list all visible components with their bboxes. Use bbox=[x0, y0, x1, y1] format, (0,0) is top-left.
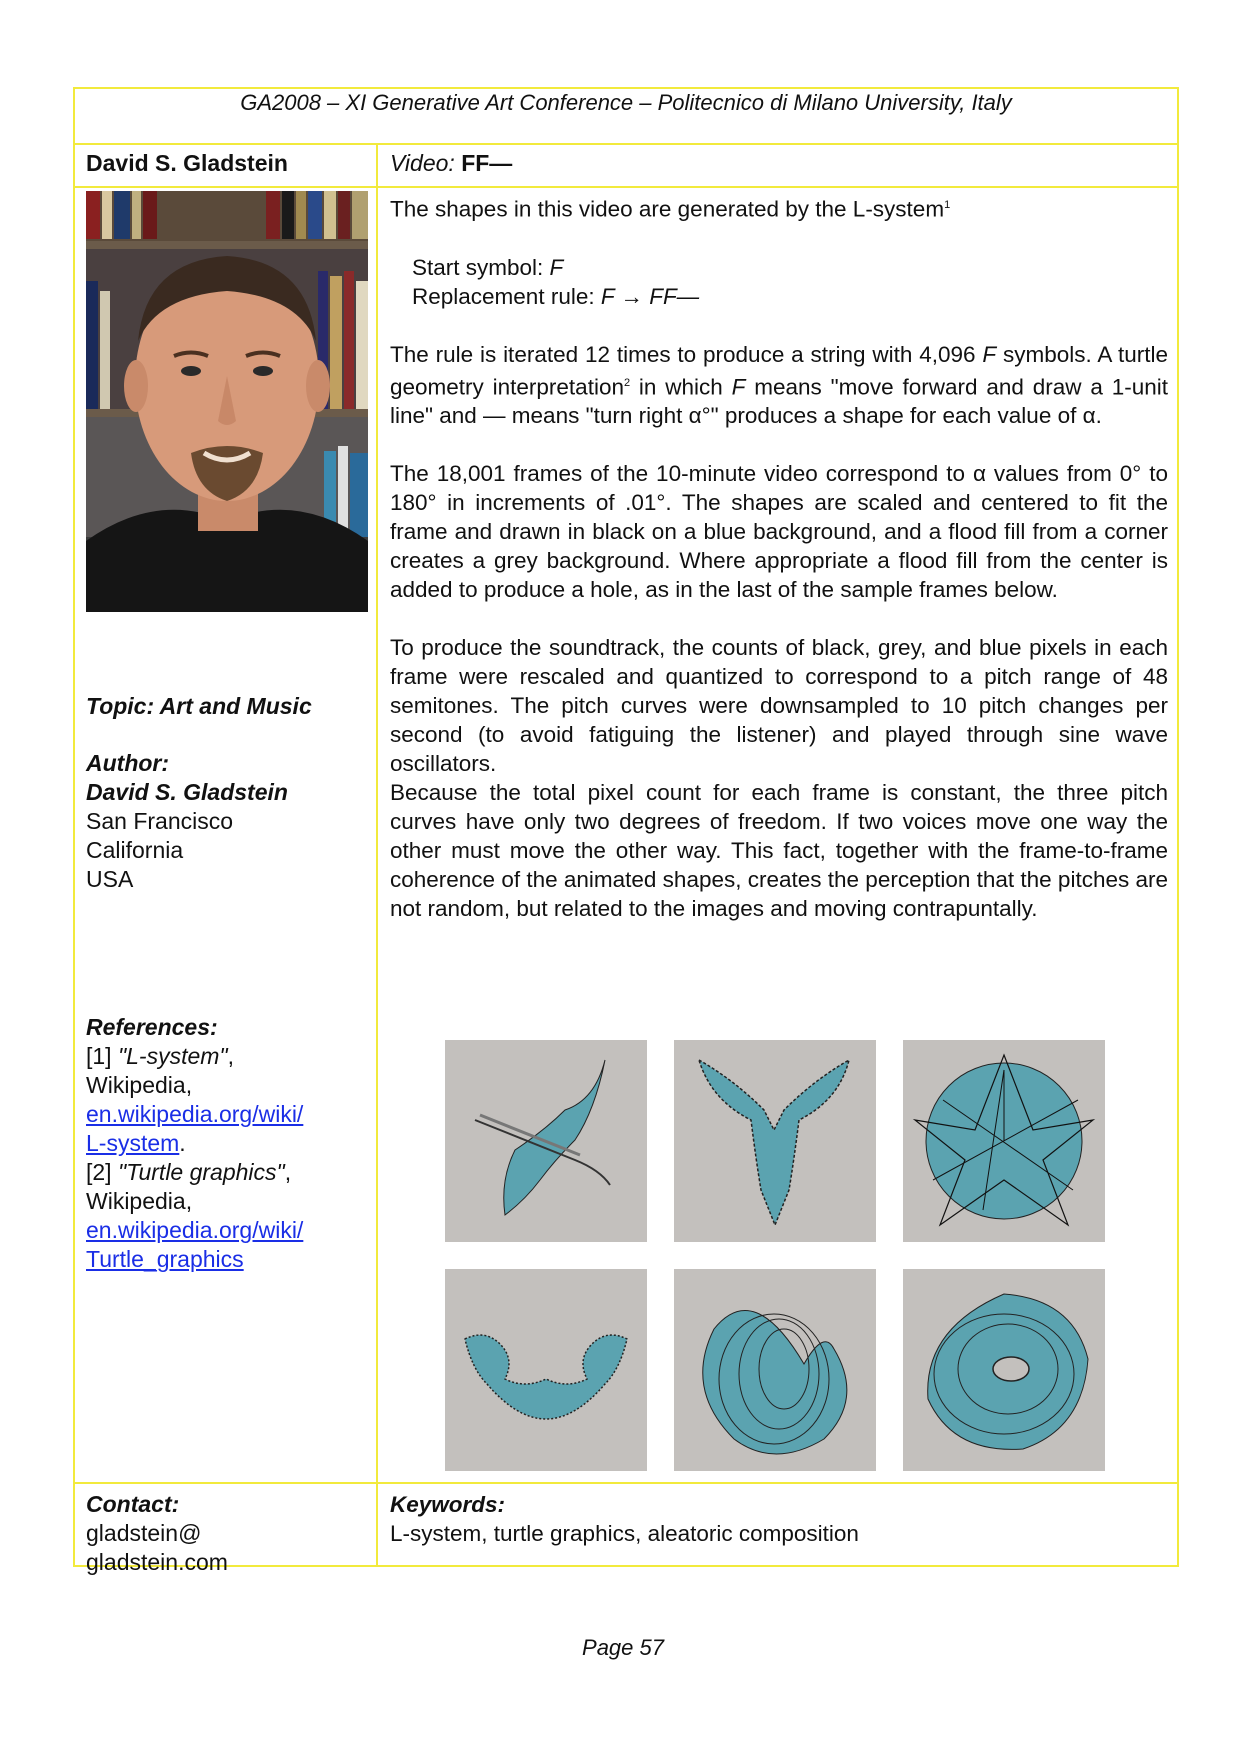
page-number: Page 57 bbox=[582, 1635, 664, 1660]
paragraph-1-part-a: The rule is iterated 12 times to produce a string with 4,096 bbox=[390, 341, 983, 367]
reference-1 bbox=[86, 1042, 368, 1071]
sample-frame-2 bbox=[674, 1040, 876, 1242]
author-name: David S. Gladstein bbox=[86, 150, 288, 176]
sample-frame-5 bbox=[674, 1269, 876, 1471]
topic: Topic: Art and Music bbox=[86, 693, 312, 719]
author-country: USA bbox=[86, 866, 134, 892]
start-symbol-label: Start symbol: bbox=[412, 254, 550, 280]
author-photo bbox=[86, 191, 368, 612]
paragraph-1-symbol-f2: F bbox=[731, 374, 746, 399]
reference-1-link[interactable]: en.wikipedia.org/wiki/ bbox=[86, 1101, 304, 1127]
replacement-rule-label: Replacement rule: bbox=[412, 283, 601, 309]
paragraph-1 bbox=[390, 340, 1168, 431]
author-state: California bbox=[86, 837, 184, 863]
reference-2-source: Wikipedia, bbox=[86, 1188, 193, 1214]
column-divider bbox=[376, 143, 378, 1567]
contact-block bbox=[86, 1490, 368, 1577]
video-label: Video: bbox=[390, 150, 455, 176]
sample-frame-6 bbox=[903, 1269, 1105, 1471]
intro-text: The shapes in this video are generated by the L-system bbox=[390, 196, 945, 222]
sample-frame-1-image bbox=[445, 1040, 647, 1242]
keywords-label: Keywords: bbox=[390, 1492, 506, 1517]
reference-2 bbox=[86, 1158, 368, 1187]
keywords: L-system, turtle graphics, aleatoric composition bbox=[390, 1521, 859, 1546]
reference-1-source: Wikipedia, bbox=[86, 1072, 193, 1098]
replacement-rule-line bbox=[390, 282, 1168, 311]
author-photo-image bbox=[86, 191, 368, 612]
video-name: FF— bbox=[461, 150, 513, 176]
sample-frame-3-image bbox=[903, 1040, 1105, 1242]
title-divider bbox=[73, 186, 1179, 188]
author-label: Author: bbox=[86, 750, 170, 776]
reference-2-link-tail[interactable]: Turtle_graphics bbox=[86, 1246, 244, 1272]
paragraph-1-part-b: symbols. A turtle geometry interpretation bbox=[390, 341, 1168, 399]
replacement-rule: F → FF— bbox=[600, 283, 700, 309]
article-body bbox=[390, 191, 1168, 923]
paragraph-4: Because the total pixel count for each frame is constant, the three pitch curves have only two degrees of freedom. If two voices move one way the other must move the other way. This fact, together with the frame-to-frame coherence of the animated shapes, creates the perception that the pitches are not random, but related to the images and moving contrapuntally. bbox=[390, 780, 1168, 921]
reference-1-number: [1] bbox=[86, 1043, 118, 1069]
reference-2-title: "Turtle graphics" bbox=[117, 1159, 285, 1185]
sample-frame-5-image bbox=[674, 1269, 876, 1471]
footnote-2-marker: 2 bbox=[623, 376, 631, 389]
contact-email-line-1: gladstein@ bbox=[86, 1520, 202, 1546]
paragraph-1-symbol-f: F bbox=[982, 341, 997, 367]
reference-1-link-tail[interactable]: L-system bbox=[86, 1130, 180, 1156]
author-block bbox=[86, 749, 368, 894]
sample-frame-1 bbox=[445, 1040, 647, 1242]
reference-1-comma: , bbox=[227, 1043, 234, 1069]
video-title bbox=[390, 150, 512, 177]
start-symbol-line bbox=[390, 253, 1168, 282]
footnote-1-marker: 1 bbox=[944, 199, 951, 211]
reference-2-number: [2] bbox=[86, 1159, 118, 1185]
footer-divider bbox=[73, 1482, 1179, 1484]
reference-1-period: . bbox=[179, 1130, 186, 1156]
paragraph-2: The 18,001 frames of the 10-minute video correspond to α values from 0° to 180° in increments of .01°. The shapes are scaled and centered to fit the frame and drawn in black on a blue background, and a flood fill from a corner creates a grey background. Where appropriate a flood fill from the center is added to produce a hole, as in the last of the sample frames below. bbox=[390, 461, 1168, 602]
reference-1-title: "L-system" bbox=[117, 1043, 228, 1069]
author-fullname: David S. Gladstein bbox=[86, 779, 288, 805]
keywords-block bbox=[390, 1490, 1168, 1548]
references-block bbox=[86, 1013, 368, 1274]
sample-frame-4 bbox=[445, 1269, 647, 1471]
paragraph-3: To produce the soundtrack, the counts of black, grey, and blue pixels in each frame were rescaled and quantized to correspond to a pitch range of 48 semitones. The pitch curves were downsampled to 10 pitch changes per second (to avoid fatiguing the listener) and played through sine wave oscillators. bbox=[390, 635, 1168, 776]
intro-paragraph bbox=[390, 191, 1168, 224]
reference-2-comma: , bbox=[284, 1159, 292, 1185]
start-symbol: F bbox=[549, 254, 564, 280]
reference-2-link[interactable]: en.wikipedia.org/wiki/ bbox=[86, 1217, 304, 1243]
sample-frame-6-image bbox=[903, 1269, 1105, 1471]
header-divider bbox=[73, 143, 1179, 145]
sample-frame-2-image bbox=[674, 1040, 876, 1242]
contact-email-line-2: gladstein.com bbox=[86, 1549, 228, 1575]
conference-header: GA2008 – XI Generative Art Conference – Politecnico di Milano University, Italy bbox=[240, 90, 1012, 115]
paragraph-1-part-c: in which bbox=[630, 374, 732, 399]
contact-label: Contact: bbox=[86, 1491, 180, 1517]
paragraph-1-part-d: means "move forward and draw a 1-unit line" and — means "turn right α°" produces a shape for each value of α. bbox=[390, 374, 1168, 428]
references-label: References: bbox=[86, 1014, 218, 1040]
sample-frame-3 bbox=[903, 1040, 1105, 1242]
sample-frame-4-image bbox=[445, 1269, 647, 1471]
author-city: San Francisco bbox=[86, 808, 234, 834]
topic-block bbox=[86, 692, 368, 721]
